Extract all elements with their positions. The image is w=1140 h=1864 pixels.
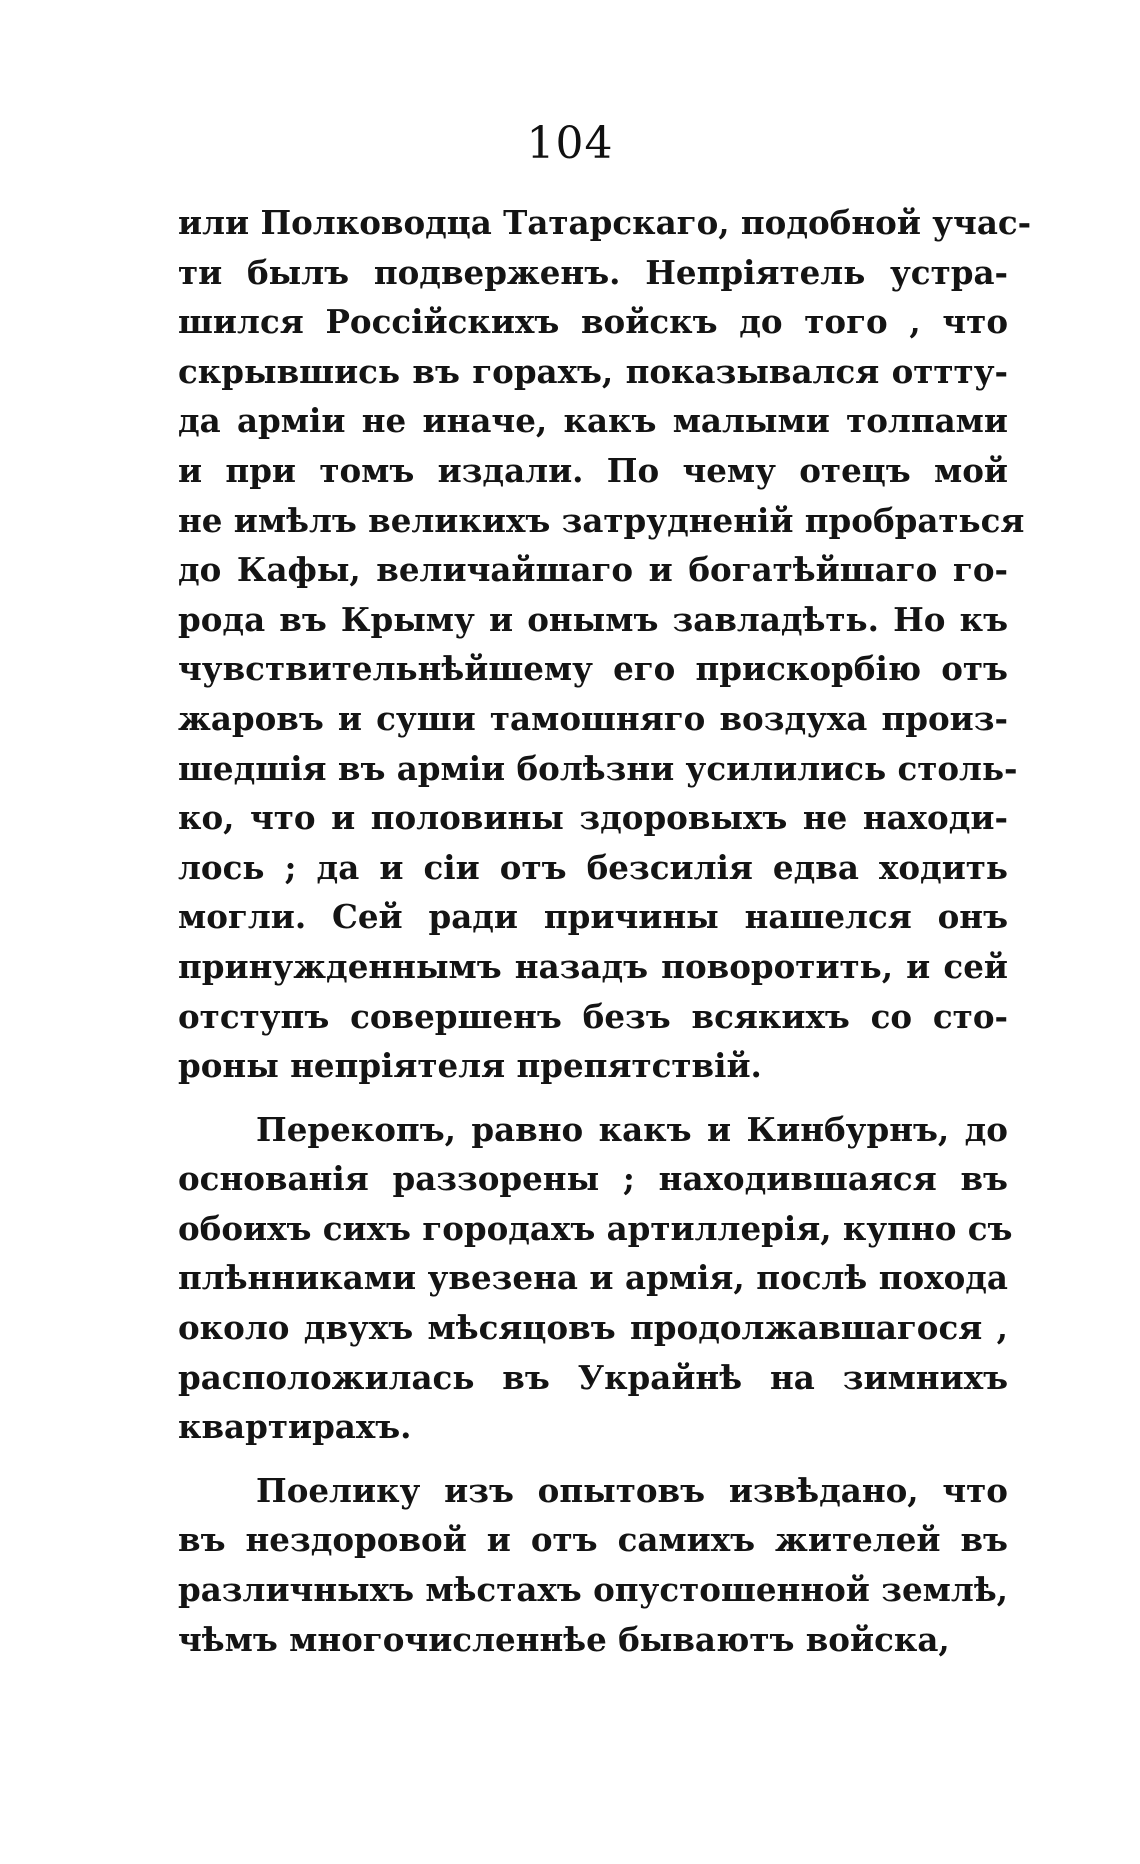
text-line: ко, что и половины здоровыхъ не находи- [178, 798, 1008, 838]
text-line: чувствительнѣйшему его прискорбію отъ [178, 649, 1008, 689]
paragraph [178, 1466, 1008, 1664]
text-line: квартирахъ. [178, 1407, 412, 1447]
text-line: скрывшись въ горахъ, показывался оттту- [178, 351, 1008, 391]
text-line: плѣнниками увезена и армія, послѣ похода [178, 1258, 1008, 1298]
text-line: Поелику изъ опытовъ извѣдано, что [256, 1470, 1008, 1510]
text-line: чѣмъ многочисленнѣе бываютъ войска, [178, 1619, 950, 1659]
text-line: жаровъ и суши тамошняго воздуха произ- [178, 698, 1008, 738]
text-line: или Полководца Татарскаго, подобной учас- [178, 203, 1032, 242]
text-line: расположилась въ Украйнѣ на зимнихъ [178, 1357, 1008, 1397]
text-line: да арміи не иначе, какъ малыми толпами [178, 401, 1008, 441]
text-line: въ нездоровой и отъ самихъ жителей въ [178, 1520, 1008, 1560]
text-line: основанія раззорены ; находившаяся въ [178, 1159, 1008, 1199]
text-line: около двухъ мѣсяцовъ продолжавшагося , [178, 1308, 1008, 1348]
text-line: Перекопъ, равно какъ и Кинбурнъ, до [256, 1109, 1008, 1149]
text-line: до Кафы, величайшаго и богатѣйшаго го- [178, 550, 1008, 590]
paragraph-gap [178, 1452, 1008, 1466]
text-line: отступъ совершенъ безъ всякихъ со сто- [178, 996, 1008, 1036]
page-body-text [178, 198, 1032, 1664]
page-number: 104 [526, 118, 614, 169]
text-line: и при томъ издали. По чему отецъ мой [178, 450, 1008, 490]
text-line: различныхъ мѣстахъ опустошенной землѣ, [178, 1570, 1008, 1610]
text-line: ти былъ подверженъ. Непріятель устра- [178, 252, 1008, 292]
text-line: шился Россійскихъ войскъ до того , что [178, 302, 1008, 342]
text-line: могли. Сей ради причины нашелся онъ [178, 897, 1008, 937]
text-line: лось ; да и сіи отъ безсилія едва ходить [178, 847, 1008, 887]
paragraph [178, 198, 1032, 1091]
text-line: шедшія въ арміи болѣзни усилились столь- [178, 748, 1018, 788]
paragraph [178, 1105, 1013, 1452]
text-line: рода въ Крыму и онымъ завладѣть. Но къ [178, 599, 1008, 639]
paragraph-gap [178, 1091, 1008, 1105]
text-line: обоихъ сихъ городахъ артиллерія, купно съ [178, 1208, 1013, 1248]
text-line: не имѣлъ великихъ затрудненій пробраться [178, 500, 1025, 540]
text-line: роны непріятеля препятствій. [178, 1046, 762, 1086]
text-line: принужденнымъ назадъ поворотить, и сей [178, 946, 1008, 986]
